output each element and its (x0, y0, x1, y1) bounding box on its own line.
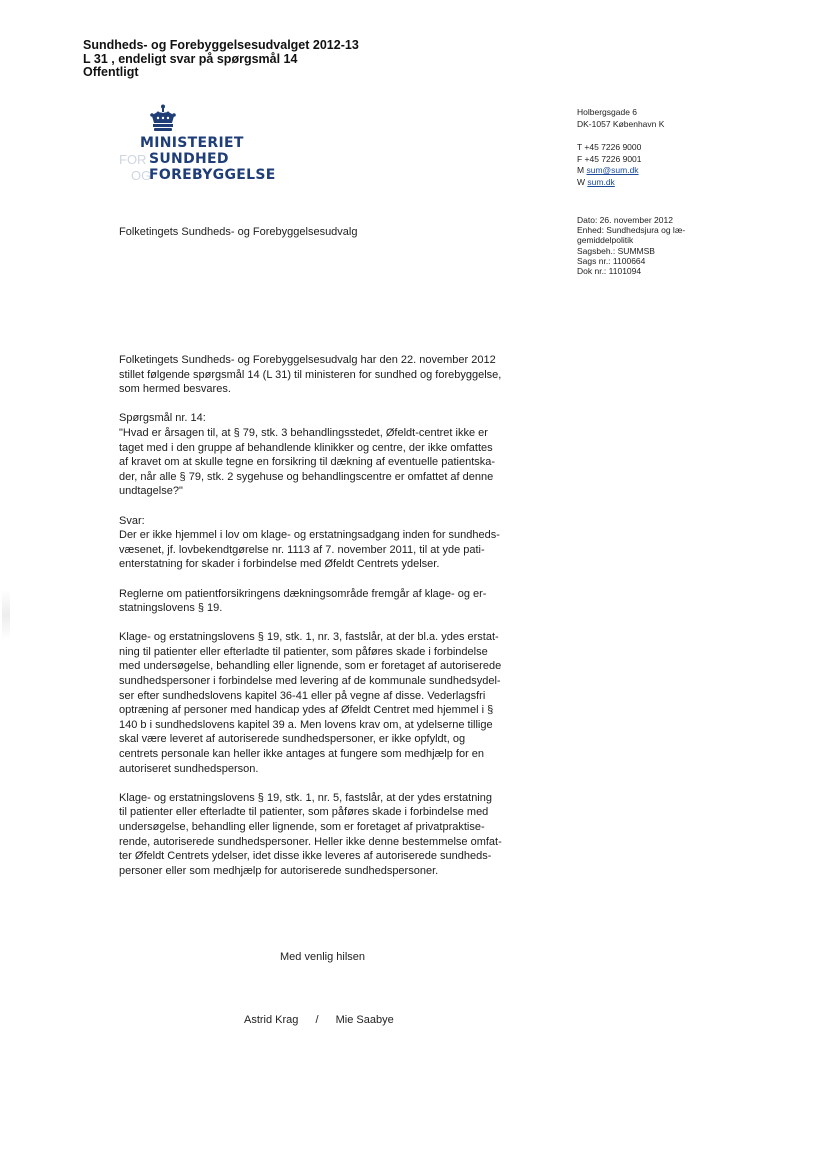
logo-line-forebyggelse: FOREBYGGELSE (149, 167, 276, 183)
logo-prefix-for: FOR (119, 152, 147, 167)
answer-paragraph-4: Klage- og erstatningslovens § 19, stk. 1, nr. 5, fastslår, at der ydes erstatning til patienter eller efterladte til patienter, som påføres skade i forbindelse med undersøgelse, behandling eller lignende, som er foretaget af privatpraktise- rende, autoriserede sundhedspersoner. Heller ikke denne bestemmelse omfat- ter Øfeldt Centrets ydelser, idet disse ikke leveres af autoriserede sundheds- personer eller som medhjælp for autoriserede sundhedspersoner. (119, 791, 502, 877)
meta-document-number: Dok nr.: 1101094 (577, 266, 642, 277)
meta-date: Dato: 26. november 2012 (577, 215, 673, 225)
answer-paragraph-3: Klage- og erstatningslovens § 19, stk. 1, nr. 3, fastslår, at der bl.a. ydes erstat- ning til patienter eller efterladte til patienter, som påføres skade i forbindelse med undersøgelse, behandling eller lignende, som er foretaget af autoriserede sundhedspersoner i forbindelse med levering af de kommunale sundhedsydel- ser efter sundhedslovens kapitel 36-41 eller på vegne af disse. Vederlagsfri optræning af personer med handicap ydes af Øfeldt Centret med hjemmel i § 140 b i sundhedslovens kapitel 39 a. Men lovens krav om, at ydelserne tillige skal være leveret af autoriserede sundhedspersoner, er ikke opfyldt, og centrets personale kan heller ikke antages at fungere som medhjælp for en autoriseret sundhedsperson. (119, 631, 502, 775)
scan-artifact (2, 590, 10, 640)
signature-name-1: Astrid Krag (244, 1014, 299, 1026)
address-fax: F +45 7226 9001 (577, 153, 642, 164)
letter-body (119, 353, 549, 893)
address-city: DK-1057 København K (577, 118, 665, 129)
document-header (83, 39, 359, 80)
logo-line-ministeriet: MINISTERIET (140, 135, 244, 151)
signature-separator: / (315, 1014, 319, 1026)
intro-paragraph: Folketingets Sundheds- og Forebyggelsesudvalg har den 22. november 2012 stillet følgende spørgsmål 14 (L 31) til ministeren for sundhed og forebyggelse, som hermed besvares. (119, 354, 502, 396)
case-metadata (577, 215, 717, 276)
answer-paragraph-2: Reglerne om patientforsikringens dækningsområde fremgår af klage- og er- statningslovens § 19. (119, 587, 487, 615)
address-street: Holbergsgade 6 (577, 107, 638, 117)
question-paragraph: Spørgsmål nr. 14: "Hvad er årsagen til, at § 79, stk. 3 behandlingsstedet, Øfeldt-centret ikke er taget med i den gruppe af behandlende klinikker og centre, der ikke omfattes af kravet om at skulle tegne en forsikring til dækning af eventuelle patientska- der, når alle § 79, stk. 2 sygehuse og behandlingscentre er omfattet af denne undtagelse?" (119, 411, 549, 499)
meta-unit: Enhed: Sundhedsjura og læ- (577, 225, 686, 236)
logo-line-sundhed: SUNDHED (149, 151, 229, 167)
meta-unit-cont: gemiddelpolitik (577, 235, 634, 246)
answer-heading: Svar: (119, 514, 145, 527)
meta-case-number: Sags nr.: 1100664 (577, 255, 646, 266)
address-web-row (577, 177, 664, 189)
mail-link[interactable]: sum@sum.dk (586, 165, 639, 175)
mail-prefix: M (577, 165, 585, 175)
web-prefix: W (577, 176, 586, 187)
signatures (244, 1014, 394, 1026)
meta-caseworker: Sagsbeh.: SUMMSB (577, 245, 655, 256)
question-heading: Spørgsmål nr. 14: (119, 412, 206, 425)
closing-greeting: Med venlig hilsen (280, 951, 365, 963)
recipient: Folketingets Sundheds- og Forebyggelsesudvalg (119, 226, 358, 238)
ministry-logo (118, 104, 288, 184)
committee-title: Sundheds- og Forebyggelsesudvalget 2012-13 (83, 38, 359, 52)
answer-reference: L 31 , endeligt svar på spørgsmål 14 (83, 51, 298, 66)
signature-name-2: Mie Saabye (335, 1014, 394, 1026)
address-phone: T +45 7226 9000 (577, 142, 642, 152)
answer-paragraph-1: Svar: Der er ikke hjemmel i lov om klage- og erstatningsadgang inden for sundheds- væsenet, jf. lovbekendtgørelse nr. 1113 af 7. november 2011, til at yde pati- enterstatning for skader i forbindelse med Øfeldt Centrets ydelser. (119, 514, 549, 572)
ministry-address (577, 107, 664, 188)
logo-prefix-og: OG (131, 168, 152, 183)
public-status: Offentligt (83, 65, 139, 79)
crown-icon (148, 104, 178, 132)
address-mail-row (577, 165, 664, 177)
web-link[interactable]: sum.dk (587, 176, 615, 187)
